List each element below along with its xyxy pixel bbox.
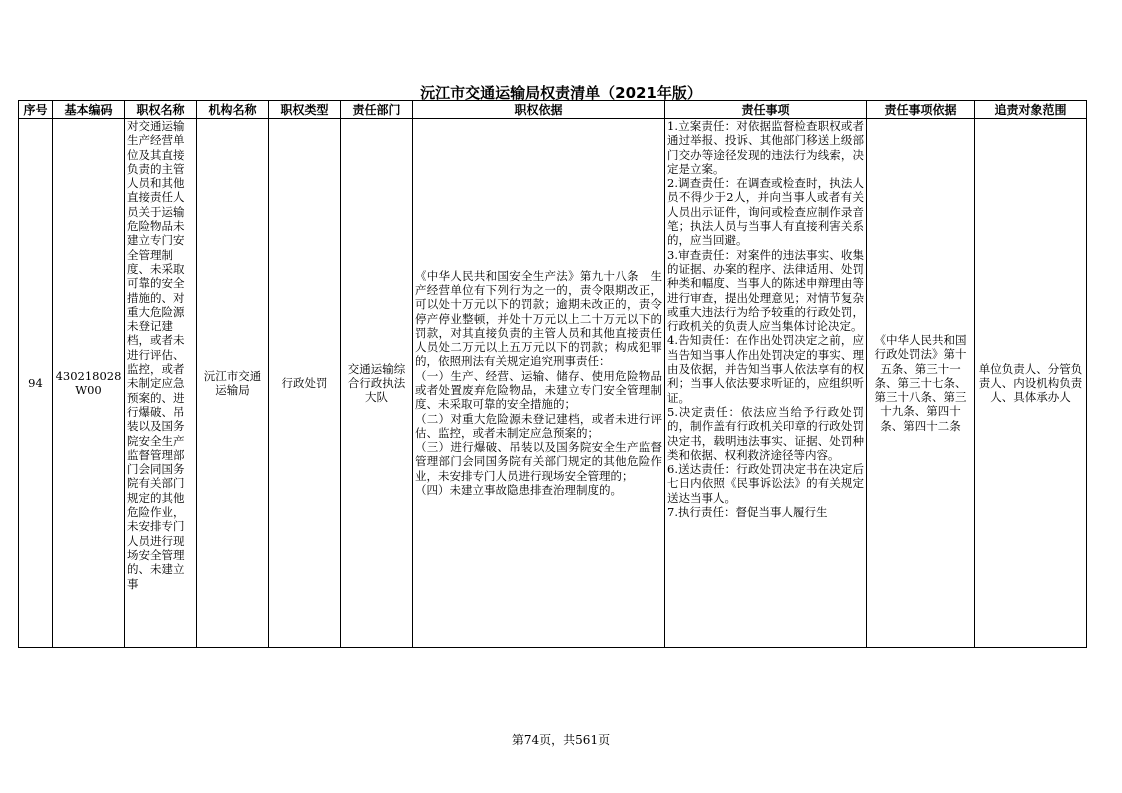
basis-paragraph: 《中华人民共和国安全生产法》第九十八条 生产经营单位有下列行为之一的，责令限期改正，可以处十万元以下的罚款；逾期未改正的，责令停产停业整顿，并处十万元以上二十万元以下的罚款，对其直接负责的主管人员和其他直接责任人员处二万元以上五万元以下的罚款；构成犯罪的，依照刑法有关规定追究刑事责任： <box>415 268 662 369</box>
header-name: 职权名称 <box>125 101 197 119</box>
cell-dept: 交通运输综合行政执法大队 <box>341 119 413 648</box>
duty-item: 5.决定责任：依法应当给予行政处罚的，制作盖有行政机关印章的行政处罚决定书，载明违法事实、证据、处罚种类和依据、权利救济途径等内容。 <box>667 404 864 462</box>
header-row <box>19 101 1087 119</box>
cell-org: 沅江市交通运输局 <box>197 119 269 648</box>
name-text: 对交通运输生产经营单位及其直接负责的主管人员和其他直接责任人员关于运输危险物品未建立专门安全管理制度、未采取可靠的安全措施的、对重大危险源未登记建档，或者未进行评估、监控，或者未制定应急预案的、进行爆破、吊装以及国务院安全生产监督管理部门会同国务院有关部门规定的其他危险作业，未安排专门人员进行现场安全管理的、未建立事 <box>127 119 185 591</box>
header-org: 机构名称 <box>197 101 269 119</box>
duty-item: 6.送达责任：行政处罚决定书在决定后七日内依照《民事诉讼法》的有关规定送达当事人。 <box>667 462 864 505</box>
basis-paragraph: （四）未建立事故隐患排查治理制度的。 <box>415 483 622 498</box>
duty-item: 1.立案责任：对依据监督检查职权或者通过举报、投诉、其他部门移送上级部门交办等途径发现的违法行为线索，决定是立案。 <box>667 119 864 176</box>
header-dept: 责任部门 <box>341 101 413 119</box>
cell-type: 行政处罚 <box>269 119 341 648</box>
header-type: 职权类型 <box>269 101 341 119</box>
cell-accountability: 单位负责人、分管负责人、内设机构负责人、具体承办人 <box>975 119 1087 648</box>
header-duty-basis: 责任事项依据 <box>867 101 975 119</box>
duty-item: 7.执行责任：督促当事人履行生 <box>667 505 828 520</box>
header-accountability: 追责对象范围 <box>975 101 1087 119</box>
basis-paragraph: （二）对重大危险源未登记建档，或者未进行评估、监控，或者未制定应急预案的； <box>415 411 662 440</box>
cell-duty-basis: 《中华人民共和国行政处罚法》第十五条、第三十一条、第三十七条、第三十八条、第三十九条、第四十条、第四十二条 <box>867 119 975 648</box>
basis-paragraph: （一）生产、经营、运输、储存、使用危险物品或者处置废弃危险物品，未建立专门安全管理制度、未采取可靠的安全措施的； <box>415 368 662 412</box>
page-title: 沅江市交通运输局权责清单（2021年版） <box>420 84 702 102</box>
cell-code: 430218028W00 <box>53 119 125 648</box>
basis-paragraph: （三）进行爆破、吊装以及国务院安全生产监督管理部门会同国务院有关部门规定的其他危险作业，未安排专门人员进行现场安全管理的； <box>415 440 662 483</box>
cell-basis <box>413 119 665 648</box>
cell-index: 94 <box>19 119 53 648</box>
cell-name <box>125 119 197 648</box>
duty-item: 2.调查责任：在调查或检查时，执法人员不得少于2人，并向当事人或者有关人员出示证件，询问或检查应制作录音笔；执法人员与当事人有直接利害关系的，应当回避。 <box>667 176 864 248</box>
header-duties: 责任事项 <box>665 101 867 119</box>
header-basis: 职权依据 <box>413 101 665 119</box>
table-row <box>19 119 1087 648</box>
duty-item: 3.审查责任：对案件的违法事实、收集的证据、办案的程序、法律适用、处罚种类和幅度、当事人的陈述申辩理由等进行审查，提出处理意见；对情节复杂或重大违法行为给予较重的行政处罚，行政机关的负责人应当集体讨论决定。 <box>667 247 864 334</box>
header-index: 序号 <box>19 101 53 119</box>
cell-duties <box>665 119 867 648</box>
duty-item: 4.告知责任：在作出处罚决定之前，应当告知当事人作出处罚决定的事实、理由及依据，并告知当事人依法享有的权利；当事人依法要求听证的，应组织听证。 <box>667 333 864 405</box>
responsibility-table <box>18 100 1087 648</box>
page-number: 第74页，共561页 <box>511 733 611 747</box>
header-code: 基本编码 <box>53 101 125 119</box>
